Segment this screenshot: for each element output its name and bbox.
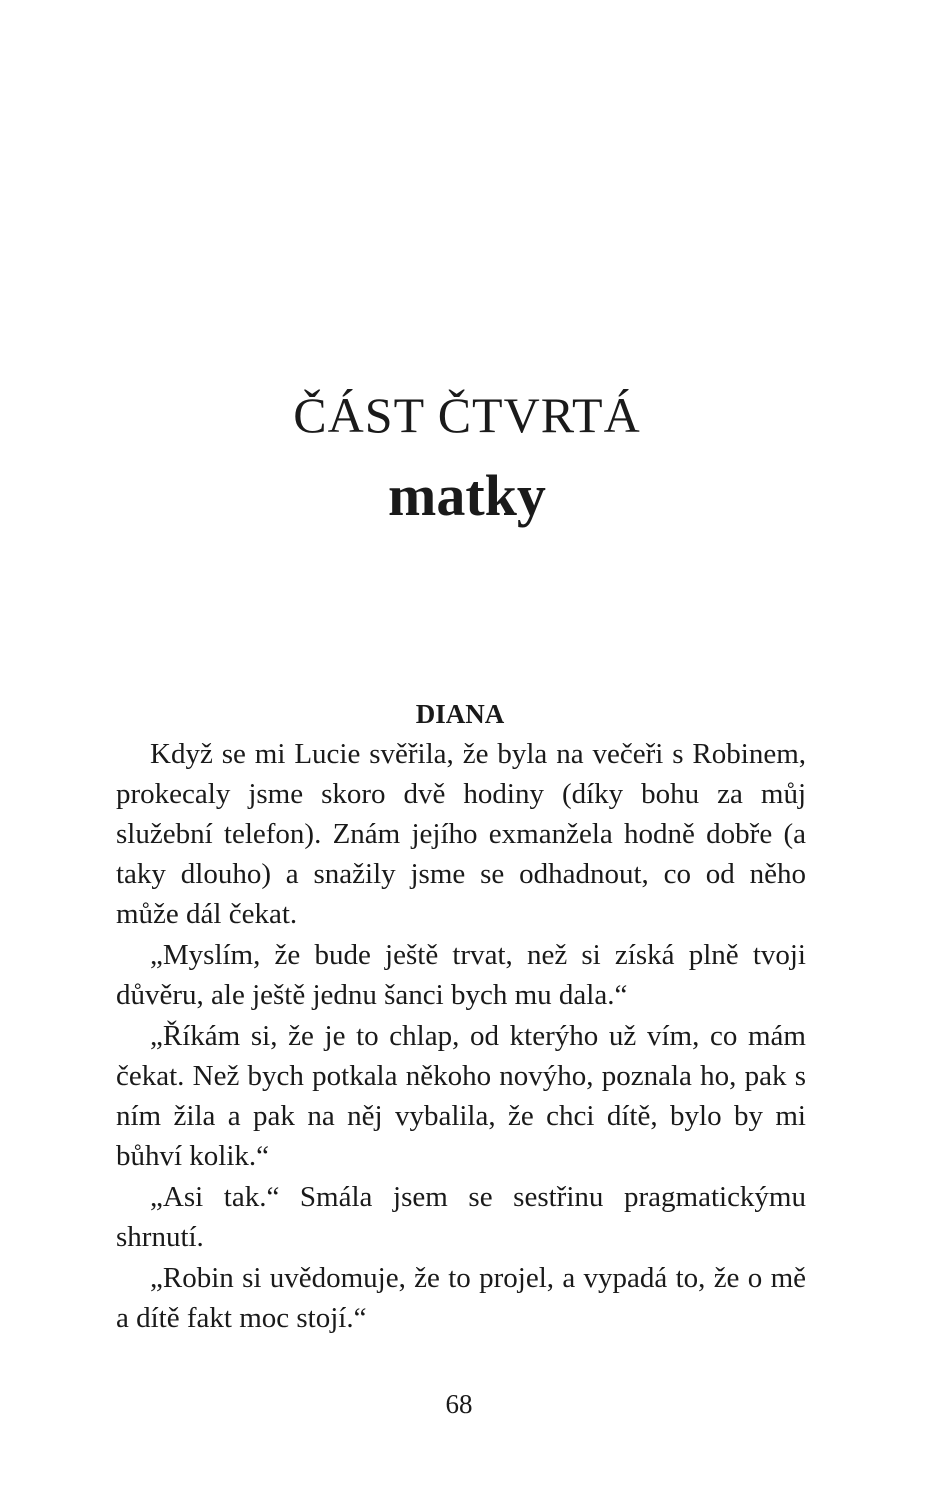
paragraph: „Myslím, že bude ještě trvat, než si získá plně tvoji důvěru, ale ještě jednu šanci bych mu dala.“: [116, 939, 806, 1011]
paragraph: „Říkám si, že je to chlap, od kterýho už vím, co mám čekat. Než bych potkala někoho novýho, poznala ho, pak s ním žila a pak na něj vybalila, že chci dítě, bylo by mi bůhví kolik.“: [116, 1020, 806, 1172]
paragraph: „Robin si uvědomuje, že to projel, a vypadá to, že o mě a dítě fakt moc stojí.“: [116, 1262, 806, 1334]
page-number: 68: [445, 1389, 473, 1419]
paragraph: „Asi tak.“ Smála jsem se sestřinu pragmatickýmu shrnutí.: [116, 1181, 806, 1253]
chapter-heading: DIANA: [415, 699, 505, 729]
part-subtitle: matky: [388, 463, 546, 528]
chapter-body: [116, 734, 806, 1339]
part-title: ČÁST ČTVRTÁ: [293, 387, 641, 443]
paragraph: Když se mi Lucie svěřila, že byla na večeři s Robinem, prokecaly jsme skoro dvě hodiny (díky bohu za můj služební telefon). Znám jejího exmanžela hodně dobře (a taky dlouho) a snažily jsme se odhadnout, co od něho může dál čekat.: [116, 738, 806, 930]
